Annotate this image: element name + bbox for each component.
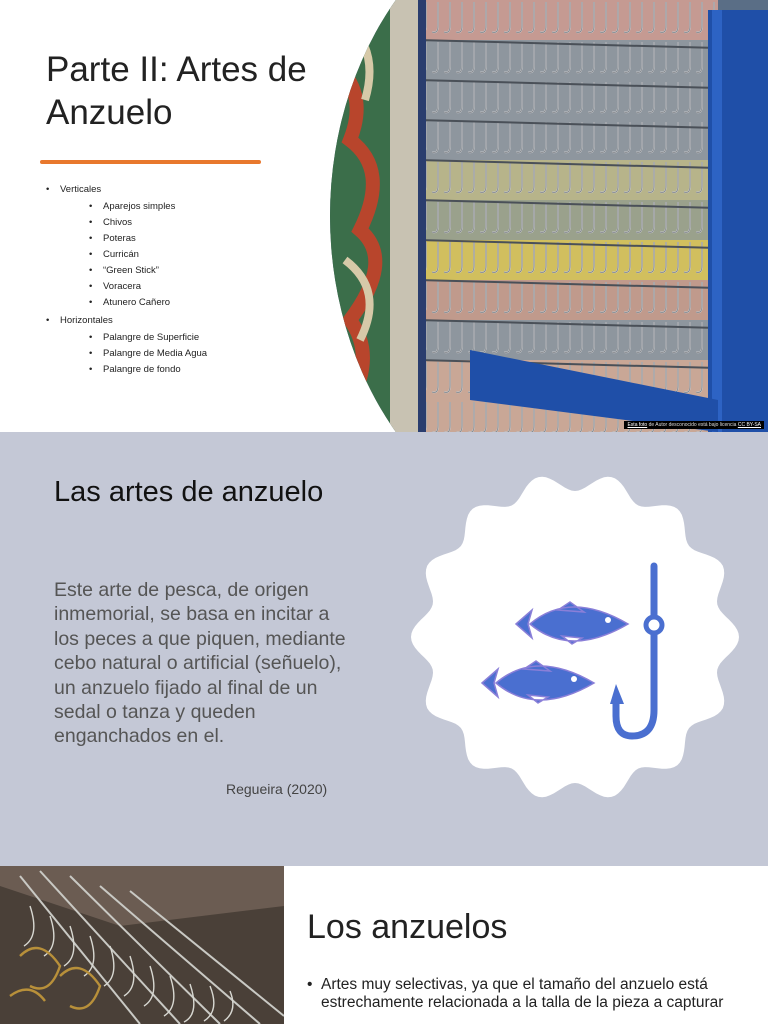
citation: Regueira (2020) (226, 781, 328, 797)
gear-type-list (46, 180, 207, 378)
slide-1 (0, 0, 768, 432)
list-item: • Voracera (60, 279, 207, 295)
list-group (46, 313, 207, 378)
list-item: • Palangre de fondo (60, 362, 207, 378)
hooks-photo (0, 866, 284, 1024)
title-underline (40, 160, 261, 164)
list-item: • Curricán (60, 247, 207, 263)
slide-2 (0, 432, 768, 864)
list-item: • Palangre de Superficie (60, 330, 207, 346)
slide-1-title: Parte II: Artes de Anzuelo (46, 50, 307, 132)
fish-and-hook-icon (408, 470, 742, 804)
slide-3-title: Los anzuelos (307, 908, 508, 946)
list-item: • Atunero Cañero (60, 295, 207, 311)
list-item: • “Green Stick” (60, 263, 207, 279)
definition-paragraph: Este arte de pesca, de origen inmemorial, se basa en incitar a los peces a que piquen, mediante cebo natural o artificial (señuelo), un anzuelo fijado al final de un sedal o tanza y queden enganchados en el. (54, 579, 346, 748)
credit-text: de Autor desconocido está bajo licencia (647, 422, 738, 428)
list-item: • Artes muy selectivas, ya que el tamaño del anzuelo está estrechamente relacionada a la talla de la pieza a capturar (307, 976, 747, 1012)
list-item: • Palangre de Media Agua (60, 346, 207, 362)
list-item: • Aparejos simples (60, 199, 207, 215)
fish-eye (605, 617, 611, 623)
slide-3 (0, 866, 768, 1024)
hook-eye (646, 617, 662, 633)
list-group (46, 182, 207, 311)
fish-eye (571, 676, 577, 682)
list-item: • Chivos (60, 215, 207, 231)
photo-credit (624, 421, 764, 429)
group-label: Horizontales (60, 315, 113, 326)
hook-facts-list (307, 976, 747, 1012)
slide-2-title: Las artes de anzuelo (54, 476, 324, 508)
list-item: • Poteras (60, 231, 207, 247)
group-label: Verticales (60, 184, 102, 195)
license-link[interactable]: CC BY-SA (737, 422, 761, 428)
photo-link[interactable]: Esta foto (627, 422, 648, 428)
